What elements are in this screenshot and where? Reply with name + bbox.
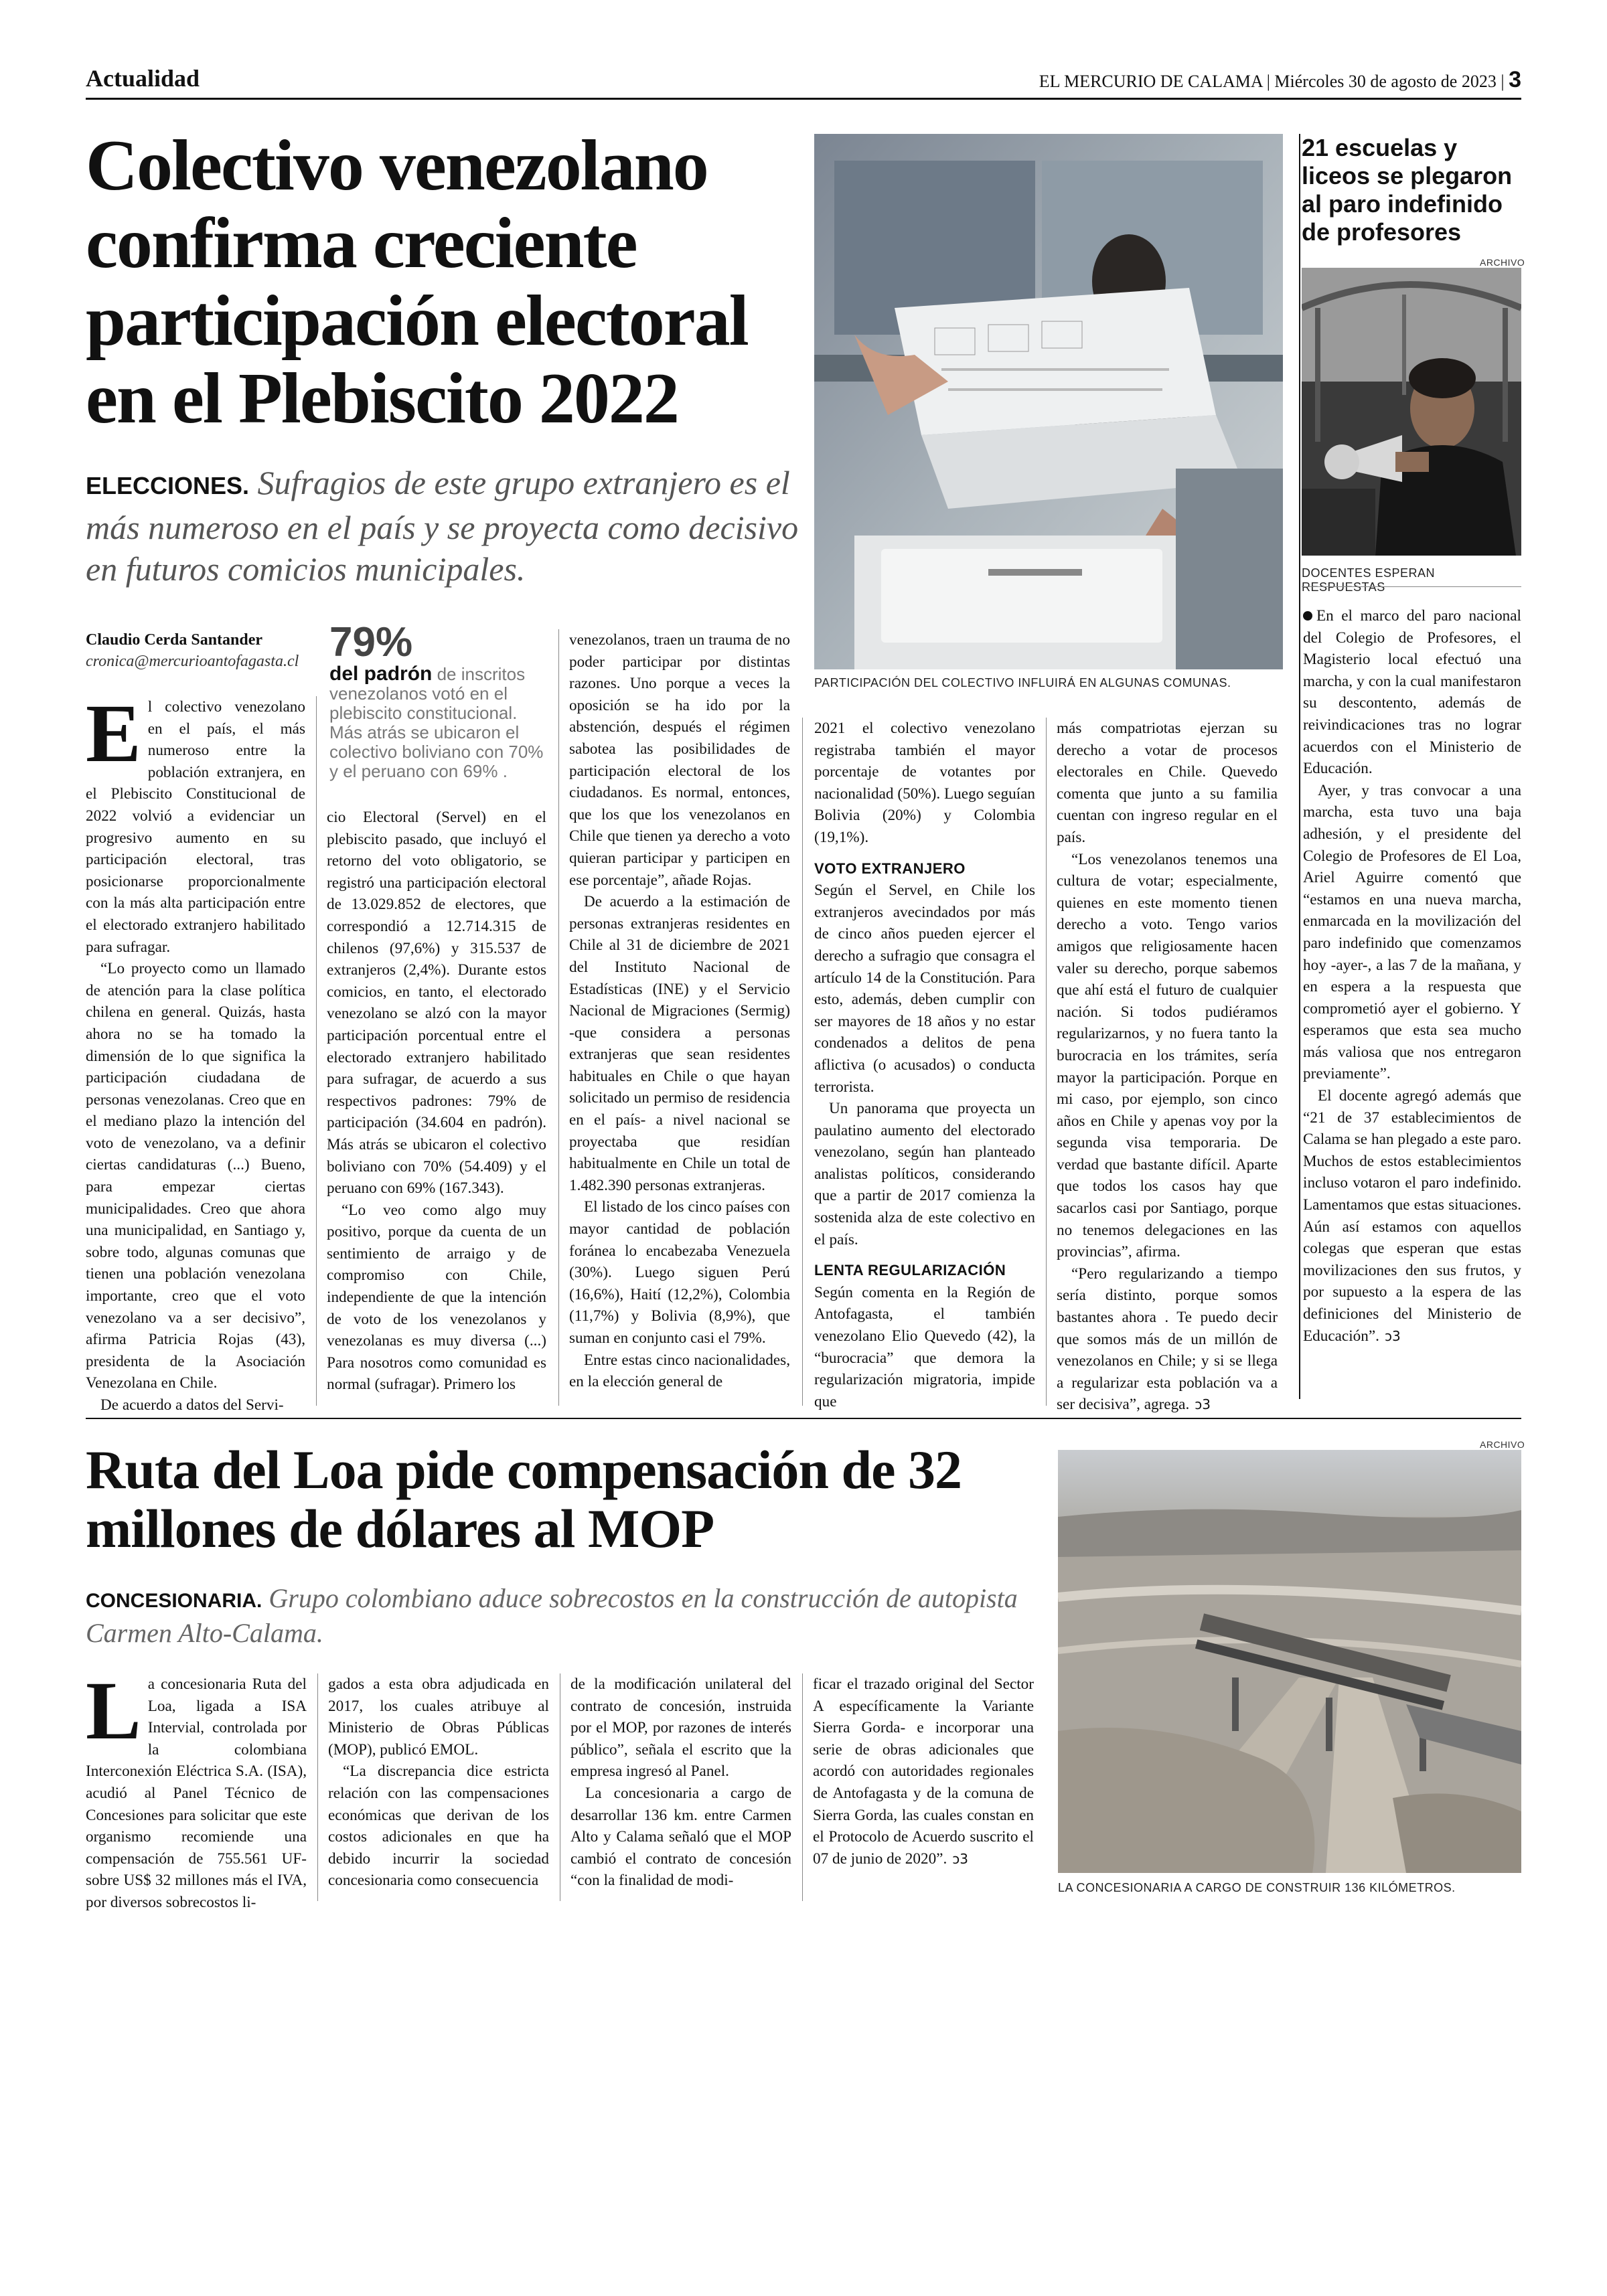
article1-col3: [569, 629, 790, 1393]
article2-col3: [570, 1673, 791, 1892]
ballot-photo-image: [814, 134, 1283, 669]
article1-col1-p1: l colectivo venezolano en el país, el más numeroso entre la población extranjera, en el Plebiscito Constitucional de 2022 volvió a evidenciar un progresivo aumento en su participación electoral, tras posicionarse proporcionalmente con la más alta participación entre el electorado extranjero habilitado para sufragar.: [86, 698, 305, 956]
article1-photo: [814, 134, 1283, 669]
article2-col2: [328, 1673, 549, 1892]
article2-photo: [1058, 1450, 1521, 1873]
sidebar-photo: [1302, 268, 1521, 556]
subhead-lenta-regularizacion: LENTA REGULARIZACIÓN: [814, 1262, 1006, 1279]
article1-col5-p2: “Los venezolanos tenemos una cultura de votar; especialmente, quienes en este momento tienen derecho a voto. Tengo varios amigos que religiosamente hacen valer su derecho, porque sabemos que ahí está el futuro de cualquier nación. Si todos pudiéramos regularizarnos, y no fuera tanto la burocracia en los trámites, sería mayor la participación. Porque en mi caso, por ejemplo, son cinco años en Chile y apenas voy por la segunda visa temporaria. De verdad que bastante difícil. Aparte que todos los casos hay que sacarlos casi por Santiago, porque no tenemos delegaciones en las provincias”, afirma.: [1057, 850, 1278, 1261]
highway-aerial-image: [1058, 1450, 1521, 1873]
sidebar-body: [1303, 605, 1521, 1347]
sidebar-rule: [1299, 134, 1300, 1399]
author-name: Claudio Cerda Santander: [86, 631, 263, 649]
article1-col3-p3: El listado de los cinco países con mayor cantidad de población foránea lo encabezaba Venezuela (30%). Luego siguen Perú (16,6%), Haití (12,2%), Colombia (11,7%) y Bolivia (8,9%), que suman en conjunto casi el 79%.: [569, 1198, 790, 1347]
article-separator: [86, 1418, 1521, 1419]
article1-col3-p2: De acuerdo a la estimación de personas extranjeras residentes en Chile al 31 de diciembre de 2021 del Instituto Nacional de Estadísticas (INE) y el Servicio Nacional de Migraciones (Sermig) -que considera a personas extranjeras que sean residentes habituales en Chile o que hayan solicitado un permiso de residencia en el país- a nivel nacional se proyectaba que residían habitualmente en Chile un total de 1.482.390 personas extranjeras.: [569, 893, 790, 1194]
sidebar-divider: [1302, 586, 1521, 587]
header-rule: [86, 98, 1521, 100]
article2-col2-p2: “La discrepancia dice estricta relación con las compensaciones económicas que derivan de los costos adicionales en que ha debido incurrir la sociedad concesionaria como consecuencia: [328, 1762, 549, 1890]
article1-deck: [86, 462, 809, 590]
stat-text: de inscritos venezolanos votó en el plebiscito constitucional. Más atrás se ubicaron el colectivo boliviano con 70% y el peruano con 69% .: [329, 664, 544, 781]
stat-box: [329, 621, 550, 781]
article1-col4: [814, 718, 1035, 1412]
article1-kicker: ELECCIONES.: [86, 472, 250, 499]
column-rule: [558, 629, 559, 1406]
column-rule: [316, 696, 317, 1406]
subhead-voto-extranjero: VOTO EXTRANJERO: [814, 859, 966, 877]
column-rule: [317, 1673, 318, 1901]
section-label: Actualidad: [86, 65, 200, 92]
sidebar-p1: En el marco del paro nacional del Colegio de Profesores, el Magisterio local efectuó una marcha, y con la cual manifestaron su descontento, además de reivindicaciones tras no lograr acuerdos con el Ministerio de Educación.: [1303, 607, 1521, 778]
issue-date: Miércoles 30 de agosto de 2023: [1274, 72, 1497, 91]
end-of-article-icon: ↄ3: [1195, 1396, 1211, 1413]
stat-number: 79%: [329, 619, 413, 665]
article1-headline: Colectivo venezolano confirma creciente participación electoral en el Plebiscito 2022: [86, 126, 748, 438]
article2-col3-p2: La concesionaria a cargo de desarrollar 136 km. entre Carmen Alto y Calama señaló que el MOP cambió el contrato de concesión “con la finalidad de modi-: [570, 1784, 791, 1890]
article1-col4-p2: Según el Servel, en Chile los extranjeros avecindados por más de cinco años pueden ejercer el derecho a sufragio que consagra el artículo 14 de la Constitución. Para esto, además, deben cumplir con ser mayores de 18 años y no estar condenados a delitos de pena aflictiva (o acusados) o conducta terrorista.: [814, 882, 1035, 1096]
sidebar-p2: Ayer, y tras convocar a una marcha, esta tuvo una baja adhesión, y el presidente del Colegio de Profesores de El Loa, Ariel Aguirre comentó que “estamos en una nueva marcha, enmarcada en la movilización del paro indefinido que comenzamos hoy -ayer-, a las 7 de la mañana, y en espera a la respuesta que comprometió ayer el gobierno. Y esperamos que esta sea mucho más valiosa que nos entregaron previamente”.: [1303, 781, 1521, 1083]
column-rule: [1046, 718, 1047, 1406]
article1-col3-p4: Entre estas cinco nacionalidades, en la elección general de: [569, 1351, 790, 1391]
article1-col4-p4: Según comenta en la Región de Antofagasta, el también venezolano Elio Quevedo (42), la “burocracia” que demora la regularización migratoria, impide que: [814, 1283, 1035, 1410]
article2-col4: [813, 1673, 1034, 1870]
article2-deck-text: Grupo colombiano aduce sobrecostos en la construcción de autopista Carmen Alto-Calama.: [86, 1583, 1018, 1648]
sidebar-photo-caption: DOCENTES ESPERAN RESPUESTAS: [1302, 566, 1436, 594]
article1-deck-text: Sufragios de este grupo extranjero es el más numeroso en el país y se proyecta como decisivo en futuros comicios municipales.: [86, 464, 799, 588]
stat-label: del padrón: [329, 663, 433, 685]
article2-headline: Ruta del Loa pide compensación de 32 millones de dólares al MOP: [86, 1439, 962, 1559]
bullet-icon: [1303, 611, 1312, 621]
article1-col5-p1: más compatriotas ejerzan su derecho a votar de procesos electorales en Chile. Quevedo comenta que junto a su familia cuentan con ingreso regular en el país.: [1057, 720, 1278, 846]
article1-col1-p3: De acuerdo a datos del Servi-: [100, 1396, 284, 1414]
article1-col4-p1: 2021 el colectivo venezolano registraba también el mayor porcentaje de votantes por nacionalidad (50%). Luego seguían Bolivia (20%) y Colombia (19,1%).: [814, 720, 1035, 846]
article2-col1-text: a concesionaria Ruta del Loa, ligada a ISA Intervial, controlada por la colombiana Interconexión Eléctrica S.A. (ISA), acudió al Panel Técnico de Concesiones para solicitar que este organismo recomiende una compensación de 755.561 UF-sobre US$ 32 millones más el IVA, por diversos sobrecostos li-: [86, 1675, 307, 1911]
dropcap-l: L: [86, 1665, 141, 1756]
newspaper-name: EL MERCURIO DE CALAMA: [1039, 72, 1263, 91]
sidebar-photo-credit: ARCHIVO: [1480, 257, 1525, 268]
article2-col1: [86, 1665, 307, 1914]
article1-col5-p3: “Pero regularizando a tiempo sería distinto, porque somos bastantes ahora . Te puedo decir que somos más de un millón de venezolanos en Chile; y si se llega a regularizar esta población va a ser decisiva”, agrega.: [1057, 1264, 1278, 1414]
page-number: 3: [1509, 67, 1521, 92]
teacher-megaphone-image: [1302, 268, 1521, 556]
article2-photo-caption: LA CONCESIONARIA A CARGO DE CONSTRUIR 136 KILÓMETROS.: [1058, 1881, 1456, 1894]
column-rule: [802, 1673, 803, 1901]
article2-col2-p1: gados a esta obra adjudicada en 2017, los cuales atribuye al Ministerio de Obras Públicas (MOP), publicó EMOL.: [328, 1675, 549, 1758]
article1-col4-p3: Un panorama que proyecta un paulatino aumento del electorado venezolano, según han planteado analistas políticos, considerando que a partir de 2017 comienza la sostenida alza de este colectivo en el país.: [814, 1100, 1035, 1248]
article2-photo-credit: ARCHIVO: [1480, 1439, 1525, 1450]
article1-photo-caption: PARTICIPACIÓN DEL COLECTIVO INFLUIRÁ EN ALGUNAS COMUNAS.: [814, 676, 1231, 689]
article1-col2-p1: cio Electoral (Servel) en el plebiscito pasado, que incluyó el retorno del voto obligatorio, se registró una participación electoral de 13.029.852 de electores, que correspondió a 12.714.315 de chilenos (97,6%) y 315.537 de extranjeros (2,4%). Durante estos comicios, en tanto, el electorado venezolano se alzó con la mayor participación porcentual entre el electorado extranjero habilitado para sufragar, de acuerdo a sus respectivos padrones: 79% de participación (34.604 en padrón). Más atrás se ubicaron el colectivo boliviano con 70% (54.409) y el peruano con 69% (167.343).: [327, 809, 546, 1198]
column-rule: [802, 718, 803, 1406]
article2-col4-text: ficar el trazado original del Sector A específicamente la Variante Sierra Gorda- e incorporar una serie de obras adicionales que acordó con autoridades regionales de Antofagasta y de la comuna de Sierra Gorda, las cuales constan en el Protocolo de Acuerdo suscrito el 07 de junio de 2020”.: [813, 1675, 1034, 1868]
article2-col3-p1: de la modificación unilateral del contrato de concesión, instruida por el MOP, por razones de interés público”, señala el escrito que la empresa ingresó al Panel.: [570, 1675, 791, 1781]
article2-deck: [86, 1582, 1023, 1649]
masthead: EL MERCURIO DE CALAMA | Miércoles 30 de agosto de 2023 | 3: [1039, 67, 1521, 92]
end-of-article-icon: ↄ3: [952, 1850, 968, 1867]
article1-col2-p2: “Lo veo como algo muy positivo, porque da cuenta de un sentimiento de arraigo y de compromiso con Chile, independiente de que la intención de voto de los venezolanos y venezolanas es muy diversa (...) Para nosotros como comunidad es normal (sufragar). Primero los: [327, 1201, 546, 1394]
article1-col5: [1057, 718, 1278, 1416]
article1-col1-p2: “Lo proyecto como un llamado de atención para la clase política chilena en general. Quizás, hasta ahora no se ha tomado la dimensión de lo que significa la participación ciudadana de personas venezolanas. Creo que en el mediano plazo la intención del voto de venezolano, va a definir ciertas candidaturas (...) Bueno, para empezar ciertas municipalidades. Creo que ahora una municipalidad, en Santiago y, sobre todo, algunas comunas que tienen una población venezolana importante, creo que el voto venezolano va a ser decisivo”, afirma Patricia Rojas (43), presidenta de la Asociación Venezolana en Chile.: [86, 960, 305, 1392]
sidebar-headline: 21 escuelas y liceos se plegaron al paro indefinido de profesores: [1302, 134, 1513, 246]
dropcap-e: E: [86, 687, 141, 779]
article1-col1: [86, 687, 305, 1416]
article1-col2: [327, 807, 546, 1396]
article2-kicker: CONCESIONARIA.: [86, 1590, 262, 1612]
sidebar-p3: El docente agregó además que “21 de 37 establecimientos de Calama se han plegado a este paro. Muchos de estos establecimientos incluso votaron el paro indefinido. Lamentamos que estas situaciones. Aún así estamos con aquellos colegas que esperan que estas movilizaciones den sus frutos, y por supuesto a la espera de las definiciones del Ministerio de Educación”.: [1303, 1087, 1521, 1345]
author-email[interactable]: cronica@mercurioantofagasta.cl: [86, 653, 299, 670]
article1-col3-p1: venezolanos, traen un trauma de no poder participar por distintas razones. Uno porque a veces la oposición se ha ido por la abstención, después el régimen sabotea las posibilidades de participación electoral de los ciudadanos. Es normal, entonces, que los que los venezolanos en Chile que tienen ya derecho a voto quieran participar y participen en ese porcentaje”, añade Rojas.: [569, 631, 790, 889]
byline: [86, 629, 307, 672]
end-of-article-icon: ↄ3: [1384, 1327, 1401, 1344]
